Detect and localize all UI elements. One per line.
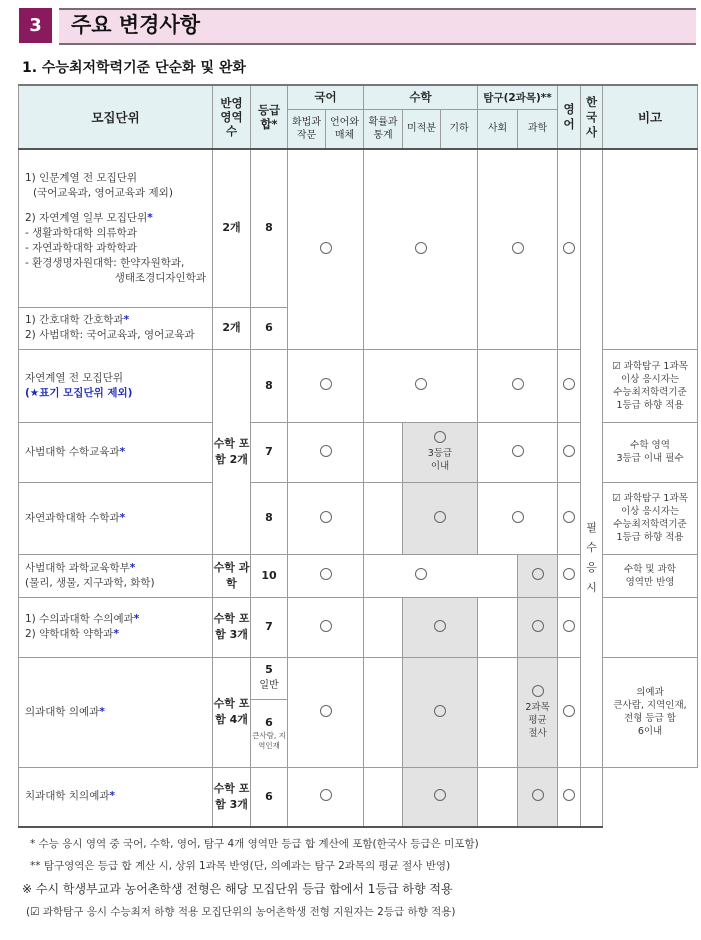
- header-math-probability: 확률과 통계: [364, 109, 403, 149]
- history-required-note: 필 수 응 시: [586, 521, 597, 595]
- korean-cell: [288, 422, 364, 482]
- star-mark: *: [123, 314, 130, 326]
- circle-icon: [512, 511, 524, 523]
- circle-icon: [532, 568, 544, 580]
- areas-cell: 수학 포함 2개: [213, 349, 251, 554]
- header-korean-language: 언어와 매체: [326, 109, 364, 149]
- math-probability-cell: [364, 767, 403, 827]
- math-calculus-geometry-cell: [403, 657, 478, 767]
- circle-icon: [563, 568, 575, 580]
- english-cell: [558, 657, 581, 767]
- star-mark: *: [113, 628, 119, 640]
- circle-icon: [320, 242, 332, 254]
- areas-cell: 2개: [213, 307, 251, 349]
- inquiry-science-cell: [518, 554, 558, 597]
- math-calculus-geometry-cell: [403, 597, 478, 657]
- inquiry-science-cell: 2과목 평균 절사: [518, 657, 558, 767]
- circle-icon: [415, 242, 427, 254]
- inquiry-social-cell: [478, 597, 518, 657]
- math-probability-cell: [364, 657, 403, 767]
- header-math-calculus: 미적분: [403, 109, 441, 149]
- remarks-cell: ☑ 과학탐구 1과목 이상 응시자는 수능최저학력기준 1등급 하향 적용: [603, 349, 698, 422]
- star-mark: *: [99, 705, 105, 718]
- circle-icon: [563, 242, 575, 254]
- subsection-title: 1. 수능최저학력기준 단순화 및 완화: [22, 60, 246, 76]
- grade-sum-cell: 10: [251, 554, 288, 597]
- star-mark: *: [133, 613, 140, 625]
- math-cell: [364, 149, 478, 349]
- circle-icon: [434, 431, 446, 443]
- math-probability-cell: [364, 422, 403, 482]
- inquiry-cell: [478, 349, 558, 422]
- remarks-cell: 의예과 큰사람, 지역인재, 전형 등급 합 6이내: [603, 657, 698, 767]
- star-mark: *: [147, 211, 153, 224]
- areas-cell: 수학 과학: [213, 554, 251, 597]
- header-korean-speech: 화법과 작문: [288, 109, 326, 149]
- star-mark: *: [129, 561, 136, 574]
- math-calculus-geometry-cell: [403, 482, 478, 554]
- circle-icon: [320, 445, 332, 457]
- table-row: [19, 767, 698, 827]
- areas-cell: 2개: [213, 149, 251, 307]
- english-cell: [558, 349, 581, 422]
- remarks-cell: ☑ 과학탐구 1과목 이상 응시자는 수능최저학력기준 1등급 하향 적용: [603, 482, 698, 554]
- inquiry-science-cell: [518, 597, 558, 657]
- english-cell: [558, 597, 581, 657]
- section-title-bar: [19, 8, 696, 43]
- inquiry-cell: [478, 422, 558, 482]
- korean-cell: [288, 597, 364, 657]
- header-grade-sum: 등급 합*: [251, 85, 288, 149]
- math-probability-cell: [364, 482, 403, 554]
- grade-sum-special-cell: 6 큰사람, 지역인재: [251, 699, 288, 767]
- circle-icon: [563, 789, 575, 801]
- header-history: 한국사: [581, 85, 603, 149]
- english-cell: [558, 767, 581, 827]
- header-english: 영어: [558, 85, 581, 149]
- circle-icon: [434, 789, 446, 801]
- footnotes: [22, 836, 692, 926]
- inquiry-cell: [478, 482, 558, 554]
- circle-icon: [320, 568, 332, 580]
- header-inquiry: 탐구(2과목)**: [478, 85, 558, 109]
- remarks-cell: 수학 및 과학 영역만 반영: [603, 554, 698, 597]
- areas-cell: 수학 포함 3개: [213, 767, 251, 827]
- circle-icon: [563, 705, 575, 717]
- criteria-table: [18, 84, 697, 828]
- header-inquiry-social: 사회: [478, 109, 518, 149]
- korean-cell: [288, 657, 364, 767]
- grade-sum-cell: 6: [251, 307, 288, 349]
- header-areas: 반영 영역 수: [213, 85, 251, 149]
- unit-cell: 1) 간호대학 간호학과* 2) 사범대학: 국어교육과, 영어교육과: [19, 307, 213, 349]
- circle-icon: [512, 445, 524, 457]
- remarks-cell: [581, 767, 603, 827]
- unit-cell: 1) 인문계열 전 모집단위 (국어교육과, 영어교육과 제외) 2) 자연계열 일부 모집단위* - 생활과학대학 의류학과 - 자연과학대학 과학학과 - 환경생명자원대학: 한약자원학과, 생태조경디자인학과: [19, 149, 213, 307]
- grade-sum-cell: 8: [251, 349, 288, 422]
- inquiry-social-cell: [478, 767, 518, 827]
- circle-icon: [563, 445, 575, 457]
- section-title: 주요 변경사항: [59, 8, 696, 45]
- footnote-inquiry: ** 탐구영역은 등급 합 계산 시, 상위 1과목 반영(단, 의예과는 탐구 2과목의 평균 절사 반영): [30, 860, 451, 872]
- circle-icon: [415, 568, 427, 580]
- circle-icon: [434, 620, 446, 632]
- remarks-cell: 수학 영역 3등급 이내 필수: [603, 422, 698, 482]
- star-mark: *: [119, 445, 126, 458]
- math-cell: [364, 349, 478, 422]
- header-remarks: 비고: [603, 85, 698, 149]
- english-cell: [558, 422, 581, 482]
- grade-sum-cell: 6: [251, 767, 288, 827]
- english-cell: [558, 149, 581, 349]
- header-unit: 모집단위: [19, 85, 213, 149]
- grade-sum-cell: 8: [251, 482, 288, 554]
- unit-cell: 의과대학 의예과*: [19, 657, 213, 767]
- circle-icon: [320, 705, 332, 717]
- footnote-grade-sum: * 수능 응시 영역 중 국어, 수학, 영어, 탐구 4개 영역만 등급 합 계산에 포함(한국사 등급은 미포함): [30, 838, 479, 850]
- excluded-note: (★표기 모집단위 제외): [25, 386, 133, 399]
- footnote-rural: ※ 수시 학생부교과 농어촌학생 전형은 해당 모집단위 등급 합에서 1등급 하향 적용: [22, 882, 453, 896]
- korean-cell: [288, 767, 364, 827]
- header-korean: 국어: [288, 85, 364, 109]
- korean-cell: [288, 482, 364, 554]
- remarks-cell: [603, 149, 698, 349]
- math-probability-cell: [364, 597, 403, 657]
- inquiry-science-cell: [518, 767, 558, 827]
- remarks-cell: [603, 597, 698, 657]
- unit-cell: 자연계열 전 모집단위 (★표기 모집단위 제외): [19, 349, 213, 422]
- circle-icon: [415, 378, 427, 390]
- circle-icon: [532, 620, 544, 632]
- math-calculus-geometry-cell: 3등급 이내: [403, 422, 478, 482]
- english-cell: [558, 482, 581, 554]
- english-cell: [558, 554, 581, 597]
- star-mark: *: [109, 790, 115, 803]
- unit-cell: 자연과학대학 수학과*: [19, 482, 213, 554]
- math-cell: [364, 554, 478, 597]
- circle-icon: [563, 511, 575, 523]
- unit-cell: 사범대학 과학교육학부* (물리, 생물, 지구과학, 화학): [19, 554, 213, 597]
- circle-icon: [563, 378, 575, 390]
- math-calculus-geometry-cell: [403, 767, 478, 827]
- unit-cell: 사범대학 수학교육과*: [19, 422, 213, 482]
- circle-icon: [512, 378, 524, 390]
- circle-icon: [320, 620, 332, 632]
- header-math-geometry: 기하: [441, 109, 478, 149]
- circle-icon: [434, 705, 446, 717]
- header-inquiry-science: 과학: [518, 109, 558, 149]
- circle-icon: [532, 685, 544, 697]
- circle-icon: [320, 511, 332, 523]
- grade-sum-cell: 7: [251, 597, 288, 657]
- circle-icon: [434, 511, 446, 523]
- circle-icon: [532, 789, 544, 801]
- korean-cell: [288, 349, 364, 422]
- areas-cell: 수학 포함 4개: [213, 657, 251, 767]
- inquiry-social-cell: [478, 657, 518, 767]
- areas-cell: 수학 포함 3개: [213, 597, 251, 657]
- table-row: [19, 149, 698, 307]
- grade-sum-cell: 7: [251, 422, 288, 482]
- footnote-rural-science: (☑ 과학탐구 응시 수능최저 하향 적용 모집단위의 농어촌학생 전형 지원자는 2등급 하향 적용): [26, 906, 456, 918]
- circle-icon: [320, 789, 332, 801]
- korean-cell: [288, 554, 364, 597]
- circle-icon: [563, 620, 575, 632]
- inquiry-cell: [478, 149, 558, 349]
- unit-cell: 치과대학 치의예과*: [19, 767, 213, 827]
- history-required-cell: [581, 149, 603, 767]
- unit-cell: 1) 수의과대학 수의예과* 2) 약학대학 약학과*: [19, 597, 213, 657]
- section-number-badge: 3: [19, 8, 52, 43]
- grade-sum-cell: 8: [251, 149, 288, 307]
- circle-icon: [512, 242, 524, 254]
- star-mark: *: [119, 511, 126, 524]
- grade-sum-general-cell: 5 일반: [251, 657, 288, 699]
- korean-cell: [288, 149, 364, 349]
- header-math: 수학: [364, 85, 478, 109]
- circle-icon: [320, 378, 332, 390]
- inquiry-social-cell: [478, 554, 518, 597]
